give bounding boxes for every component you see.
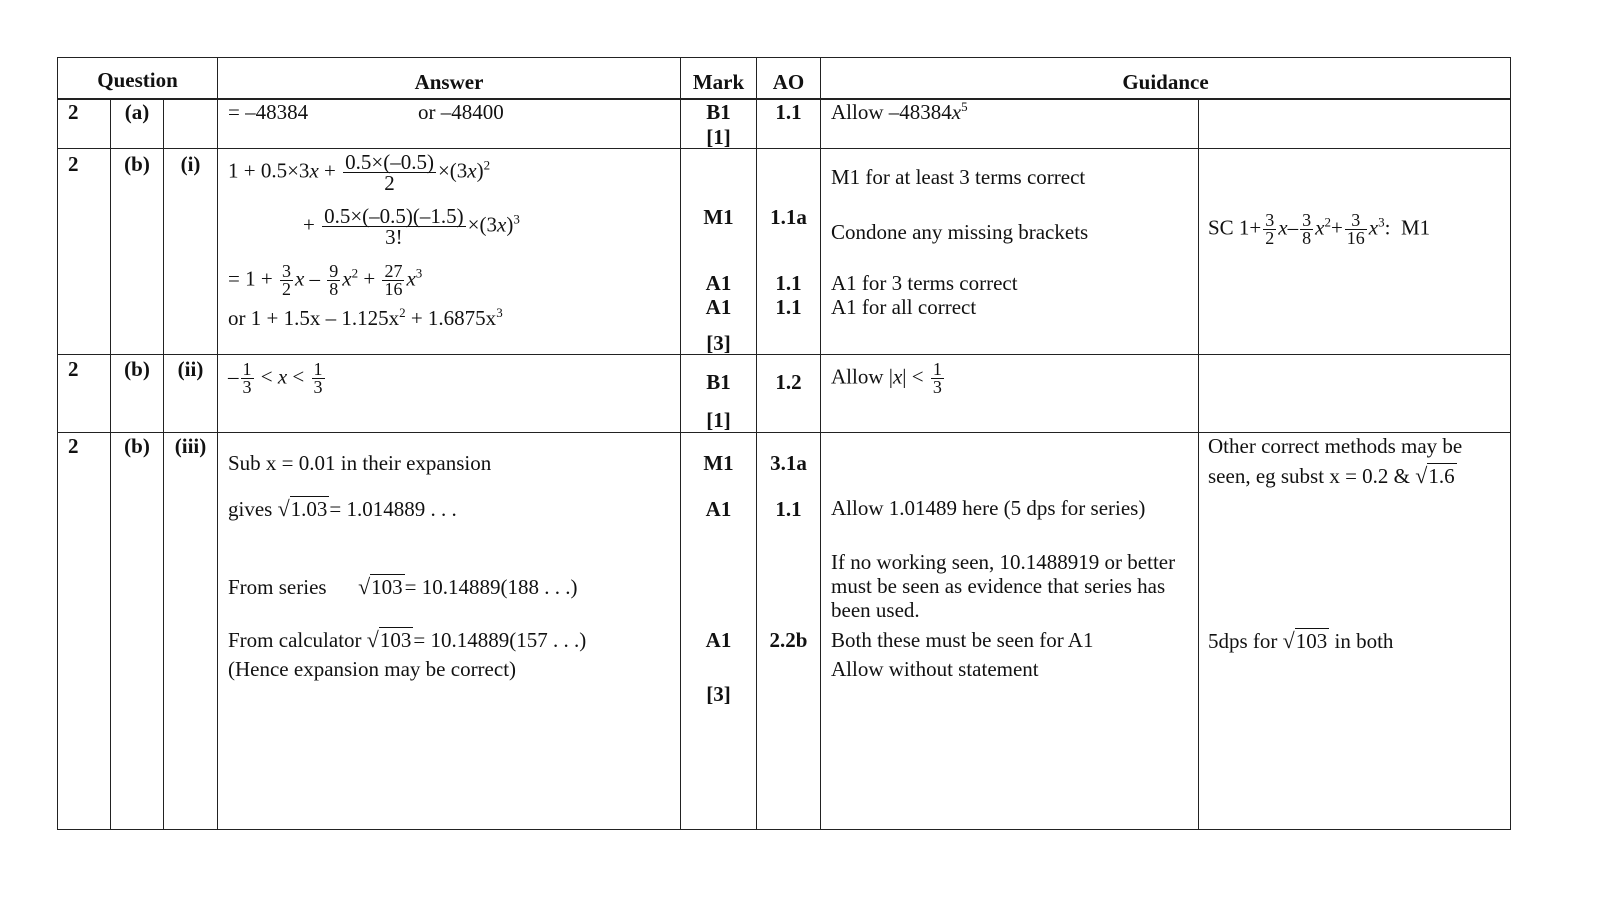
guidance-text: If no working seen, 10.1488919 or better (831, 550, 1176, 574)
table-top-border (58, 57, 1511, 58)
mark-total: [1] (706, 408, 731, 432)
guidance-text: been used. (831, 598, 920, 622)
answer-text: gives √1.03= 1.014889 . . . (228, 496, 457, 521)
header-mark: Mark (692, 70, 745, 94)
mark-total: [1] (706, 125, 731, 149)
answer-text: From series √103= 10.14889(188 . . .) (228, 574, 578, 599)
header-question: Question (97, 68, 178, 92)
mark-code: B1 (706, 100, 731, 124)
column-divider (217, 57, 218, 830)
question-part: (b) (124, 152, 150, 176)
table-bottom-border (58, 829, 1511, 830)
extra-guidance: seen, eg subst x = 0.2 & √1.6 (1208, 463, 1455, 488)
question-number: 2 (68, 100, 79, 124)
mark-total: [3] (706, 331, 731, 355)
column-divider (820, 57, 821, 830)
column-divider (1510, 57, 1511, 830)
question-number: 2 (68, 357, 79, 381)
answer-text: Sub x = 0.01 in their expansion (228, 451, 492, 475)
ao-code: 1.1 (775, 100, 802, 124)
answer-text: = –48384 (228, 100, 309, 124)
ao-code: 1.1 (775, 497, 802, 521)
answer-alt-text: or –48400 (418, 100, 504, 124)
question-part: (b) (124, 434, 150, 458)
ao-code: 1.1 (775, 271, 802, 295)
column-divider (680, 57, 681, 830)
expansion-line-2: + $\frac{0.5\times(-0.5)(-1.5)}{3!}$ $\times(3x)^3$ (303, 204, 520, 249)
mark-code: A1 (705, 295, 732, 319)
question-part: (a) (124, 100, 150, 124)
question-subpart: (ii) (177, 357, 204, 381)
guidance-text: M1 for at least 3 terms correct (831, 165, 1086, 189)
guidance-text: Both these must be seen for A1 (831, 628, 1094, 652)
column-divider (163, 98, 164, 830)
question-subpart: (i) (180, 152, 201, 176)
ao-code: 1.1 (775, 295, 802, 319)
row-divider (58, 354, 1511, 355)
header-ao: AO (772, 70, 805, 94)
mark-code: A1 (705, 271, 732, 295)
column-divider (57, 57, 58, 830)
question-subpart: (iii) (174, 434, 207, 458)
mark-code: A1 (705, 497, 732, 521)
question-number: 2 (68, 434, 79, 458)
answer-text: (Hence expansion may be correct) (228, 657, 517, 681)
mark-total: [3] (706, 682, 731, 706)
decimal-expansion: or $1 + 1.5x - 1.125x^2 + 1.6875x^3$ (228, 305, 503, 330)
header-guidance: Guidance (1122, 70, 1209, 94)
guidance-text: Allow |x| < $\frac{1}{3}$ (831, 359, 942, 397)
extra-guidance: 5dps for √103 in both (1208, 628, 1394, 653)
guidance-text: A1 for 3 terms correct (831, 271, 1018, 295)
mark-code: M1 (703, 205, 734, 229)
header-answer: Answer (414, 70, 484, 94)
column-divider (756, 57, 757, 830)
ao-code: 1.1a (770, 205, 807, 229)
simplified-expansion: = 1 + $\frac{3}{2}$ x – $\frac{9}{8}$ $x^2$ + $\frac{27}{16}$ $x^3$ (228, 261, 423, 299)
question-number: 2 (68, 152, 79, 176)
ao-code: 2.2b (769, 628, 808, 652)
guidance-text: Allow without statement (831, 657, 1039, 681)
guidance-text: must be seen as evidence that series has (831, 574, 1166, 598)
question-part: (b) (124, 357, 150, 381)
guidance-text: Allow 1.01489 here (5 dps for series) (831, 496, 1146, 520)
mark-code: A1 (705, 628, 732, 652)
validity-range: – $\frac{1}{3}$ < x < $\frac{1}{3}$ (228, 359, 323, 397)
mark-code: M1 (703, 451, 734, 475)
extra-guidance: Other correct methods may be (1208, 434, 1463, 458)
column-divider (110, 98, 111, 830)
special-case-note: SC 1+ $\frac{3}{2}$ x– $\frac{3}{8}$ $x^2+$ $\frac{3}{16}$ $x^3$: M1 (1208, 210, 1431, 248)
expansion-line-1: 1 + 0.5×3x + $\frac{0.5\times(-0.5)}{2}$ $\times(3x)^2$ (228, 150, 491, 195)
column-divider (1198, 98, 1199, 830)
guidance-text: A1 for all correct (831, 295, 977, 319)
row-divider (58, 148, 1511, 149)
guidance-text: Allow $-48384x^5$ (831, 99, 968, 124)
ao-code: 3.1a (770, 451, 807, 475)
guidance-text: Condone any missing brackets (831, 220, 1089, 244)
answer-text: From calculator √103= 10.14889(157 . . .) (228, 627, 587, 652)
ao-code: 1.2 (775, 370, 802, 394)
row-divider (58, 432, 1511, 433)
mark-code: B1 (706, 370, 731, 394)
